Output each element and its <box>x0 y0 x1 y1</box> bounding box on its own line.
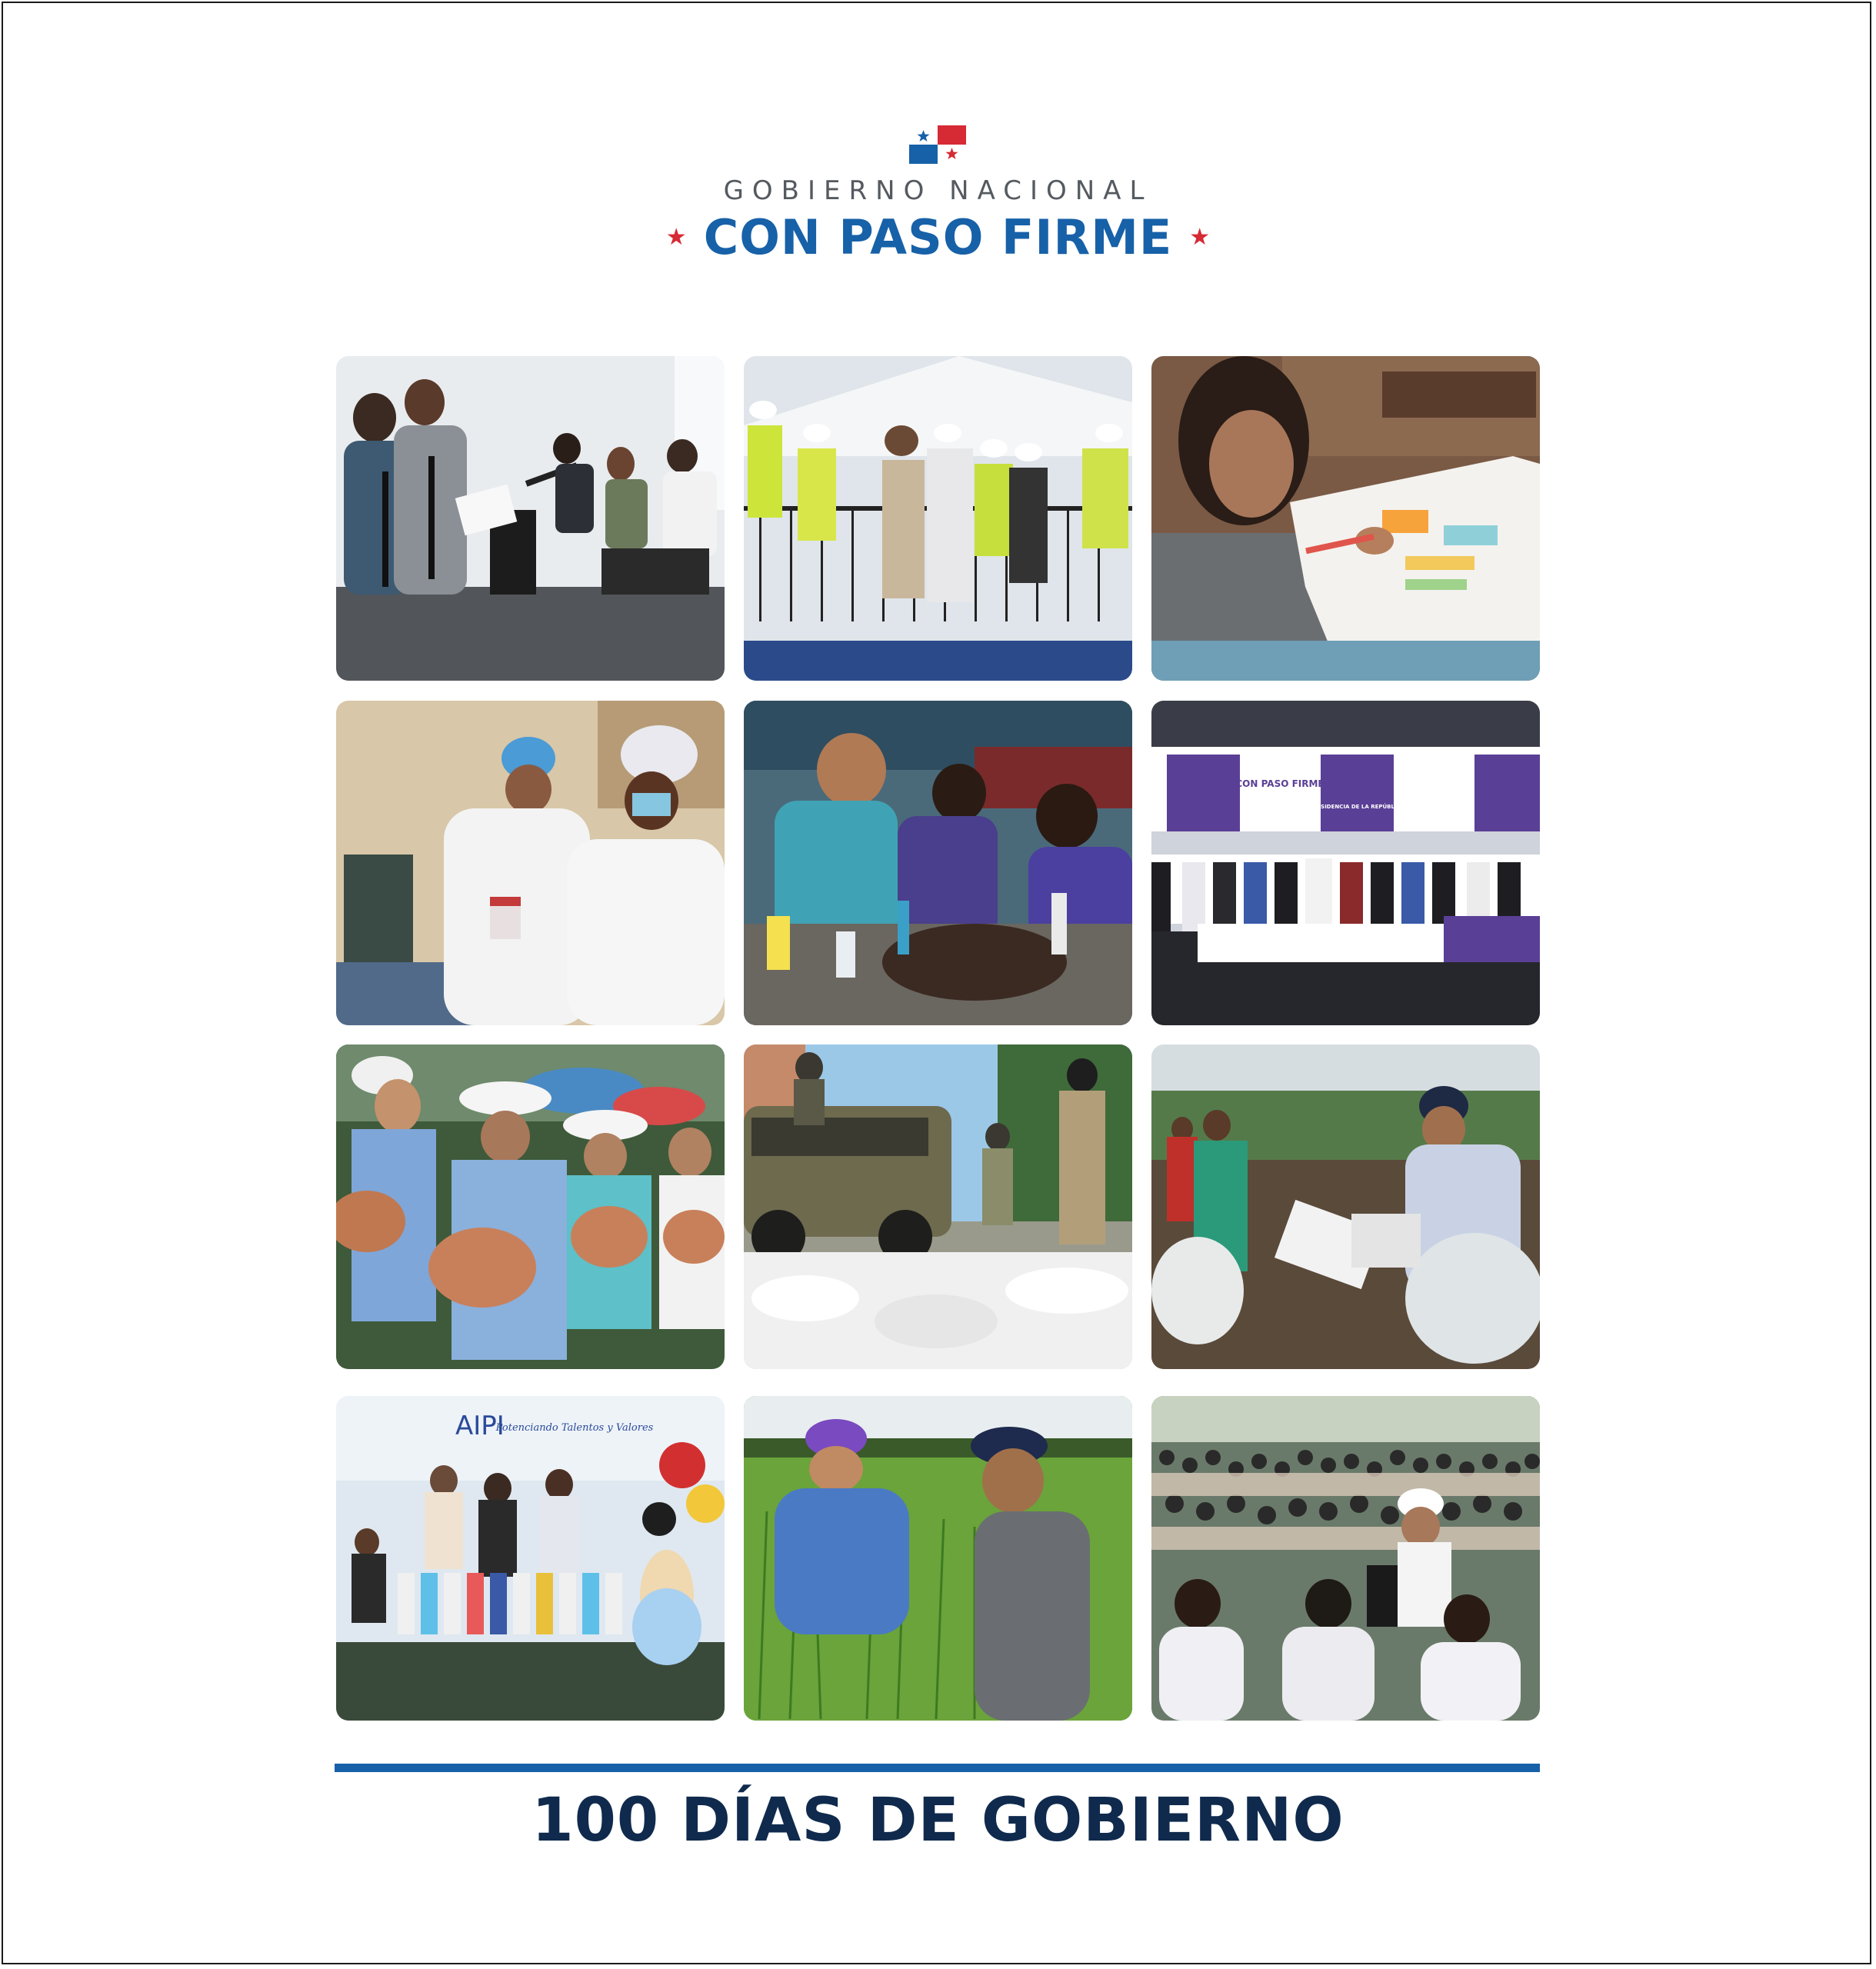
org-title: GOBIERNO NACIONAL <box>723 175 1153 206</box>
star-left-icon: ★ <box>665 225 687 250</box>
vet-clinic-photo <box>744 701 1132 1025</box>
press-conference-photo <box>1151 701 1540 1025</box>
concert-photo <box>1151 1396 1540 1721</box>
photo-security-forces <box>744 1044 1132 1369</box>
footer-title: 100 DÍAS DE GOBIERNO <box>531 1786 1345 1855</box>
student-notebook-photo <box>1151 356 1540 681</box>
photo-folk-musicians <box>336 1044 725 1369</box>
photo-concert-audience <box>1151 1396 1540 1721</box>
photo-musicians-rehearsal <box>336 356 725 681</box>
photo-health-workers <box>336 701 725 1025</box>
divider-rule <box>335 1764 1540 1772</box>
photo-rice-farmers <box>744 1396 1132 1721</box>
photo-officials-inspection <box>744 356 1132 681</box>
slogan-text: CON PASO FIRME <box>703 209 1173 265</box>
armored-vehicle-photo <box>744 1044 1132 1369</box>
health-lab-photo <box>336 701 725 1025</box>
childcare-group-photo <box>336 1396 725 1721</box>
press-banner-center: PRESIDENCIA DE LA REPÚBLICA <box>1308 804 1405 810</box>
photo-children-group <box>336 1396 725 1721</box>
panama-flag-icon <box>909 125 966 164</box>
photo-veterinary-clinic <box>744 701 1132 1025</box>
folk-guitar-photo <box>336 1044 725 1369</box>
clarinet-ensemble-photo <box>336 356 725 681</box>
cleanup-photo <box>1151 1044 1540 1369</box>
star-right-icon: ★ <box>1189 225 1211 250</box>
photo-cleanup-workers <box>1151 1044 1540 1369</box>
officials-hardhats-photo <box>744 356 1132 681</box>
slogan-row <box>0 209 1876 265</box>
rice-field-photo <box>744 1396 1132 1721</box>
aipi-motto: Potenciando Talentos y Valores <box>495 1422 654 1434</box>
photo-press-event <box>1151 701 1540 1025</box>
aipi-sign: AIPI <box>455 1411 505 1441</box>
press-banner-left: CON PASO FIRME <box>1235 778 1325 789</box>
photo-child-studying <box>1151 356 1540 681</box>
